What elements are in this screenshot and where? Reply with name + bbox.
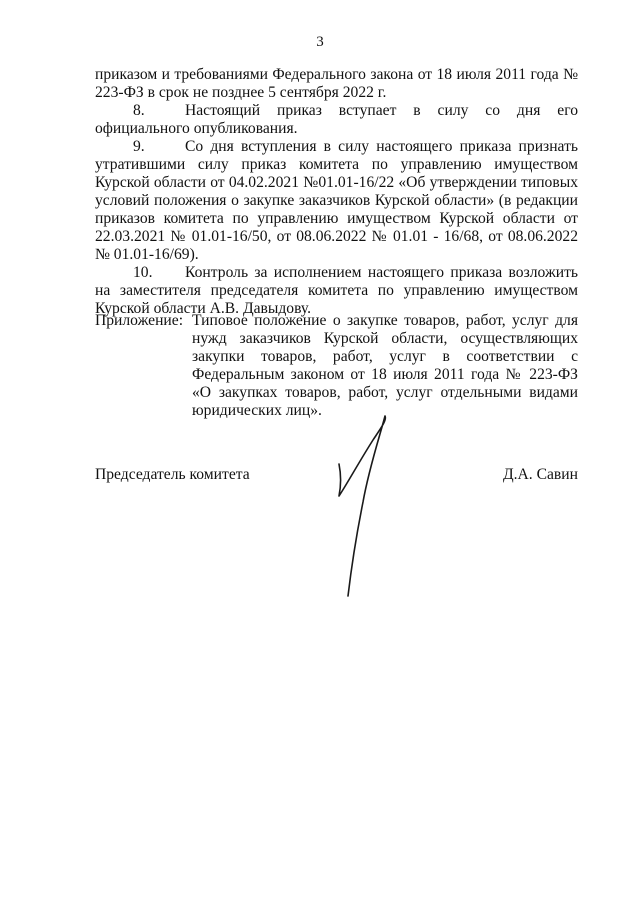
page-number: 3	[316, 34, 324, 50]
paragraph-number: 9.	[133, 138, 145, 155]
paragraph-text: Настоящий приказ вступает в силу со дня его официального опубликования.	[95, 102, 578, 137]
signatory-title: Председатель комитета	[95, 466, 250, 483]
paragraph-8	[95, 102, 578, 138]
appendix-text: Типовое положение о закупке товаров, работ, услуг для нужд заказчиков Курской области, осуществляющих закупки товаров, работ, услуг в соответствии с Федеральным законом от 18 июля 2011 года № 223-ФЗ «О закупках товаров, работ, услуг отдельными видами юридических лиц».	[192, 312, 578, 419]
document-body	[95, 66, 578, 318]
signature-stroke	[339, 416, 385, 596]
paragraph-text: приказом и требованиями Федерального закона от 18 июля 2011 года № 223-ФЗ в срок не позднее 5 сентября 2022 г.	[95, 66, 578, 101]
paragraph-continuation	[95, 66, 578, 102]
handwritten-signature	[325, 412, 405, 602]
paragraph-text: Со дня вступления в силу настоящего приказа признать утратившими силу приказ комитета по управлению имуществом Курской области от 04.02.2021 №01.01-16/22 «Об утверждении типовых условий положения о закупке заказчиков Курской области» (в редакции приказов комитета по управлению имуществом Курской области от 22.03.2021 № 01.01-16/50, от 08.06.2022 № 01.01 - 16/68, от 08.06.2022 № 01.01-16/69).	[95, 138, 578, 263]
paragraph-number: 10.	[133, 264, 153, 281]
paragraph-10	[95, 264, 578, 318]
paragraph-number: 8.	[133, 102, 145, 119]
appendix-label: Приложение:	[95, 312, 184, 329]
paragraph-9	[95, 138, 578, 264]
paragraph-text: Контроль за исполнением настоящего приказа возложить на заместителя председателя комитета по управлению имуществом Курской области А.В. Давыдову.	[95, 264, 578, 317]
appendix-block	[95, 312, 578, 420]
signatory-name: Д.А. Савин	[503, 466, 578, 483]
